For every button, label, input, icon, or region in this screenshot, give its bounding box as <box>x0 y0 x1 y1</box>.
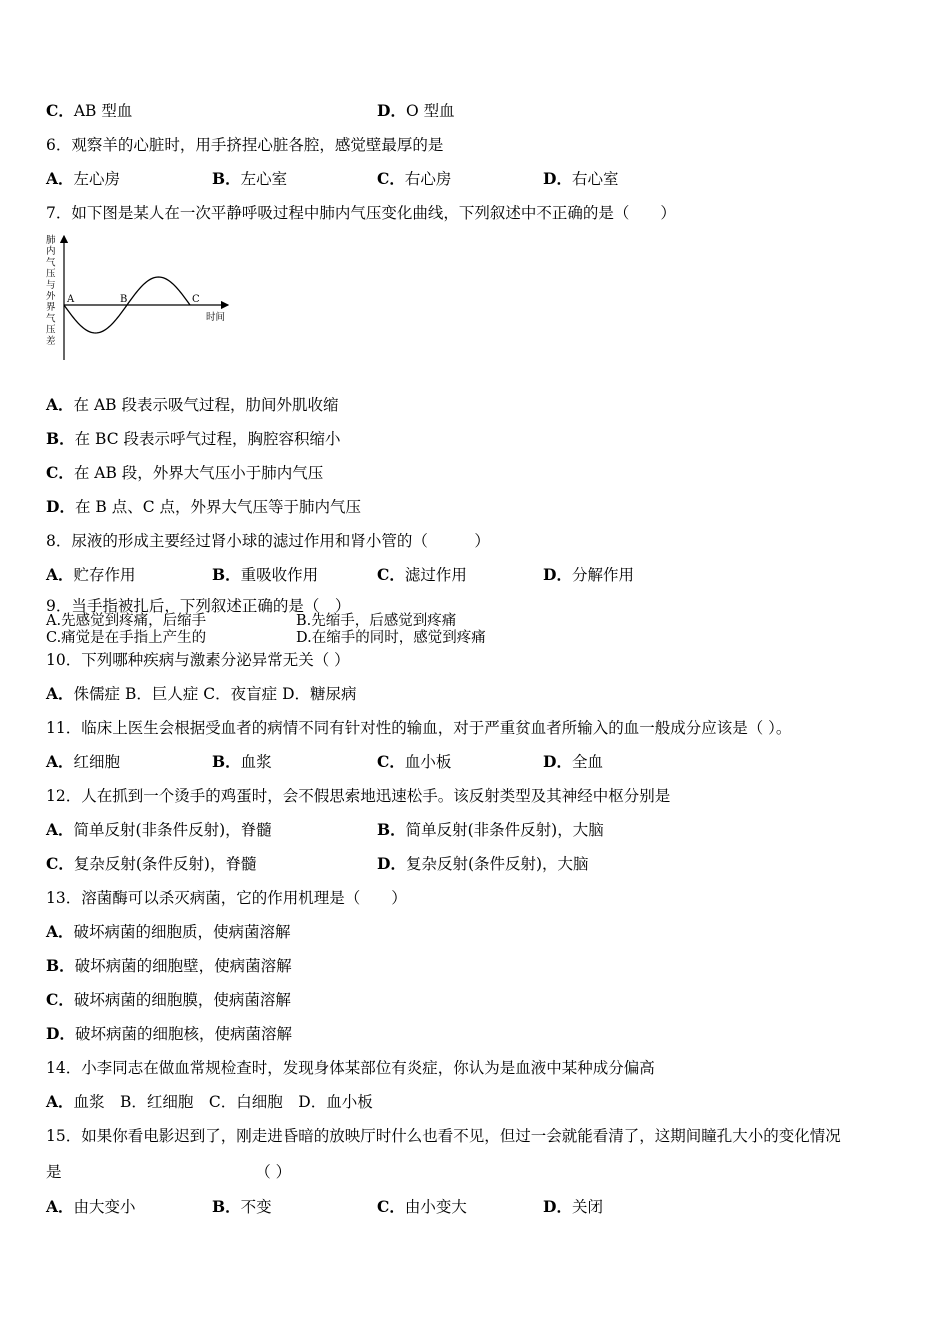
q6-option-a: A．左心房 <box>46 169 121 188</box>
y-axis-label-char: 气 <box>46 257 56 269</box>
q7-option-d: D．在 B 点、C 点，外界大气压等于肺内气压 <box>46 497 361 516</box>
q8-option-b: B．重吸收作用 <box>212 565 319 584</box>
q11-stem: 11．临床上医生会根据受血者的病情不同有针对性的输血，对于严重贫血者所输入的血一般成分应该是（ ）。 <box>46 719 792 737</box>
q13-option-d: D．破坏病菌的细胞核，使病菌溶解 <box>46 1024 292 1043</box>
q7-option-a: A．在 AB 段表示吸气过程，肋间外肌收缩 <box>46 395 339 414</box>
q9-option-a: A.先感觉到疼痛，后缩手 <box>46 613 207 629</box>
y-axis-label-char: 压 <box>46 268 56 280</box>
q10-stem: 10．下列哪种疾病与激素分泌异常无关（ ） <box>46 651 350 669</box>
x-axis-label: 时间 <box>206 312 226 323</box>
q15-stem-continued: 是 （ ） <box>46 1163 292 1181</box>
q6-option-b: B．左心室 <box>212 169 288 188</box>
q11-option-d: D．全血 <box>543 752 603 771</box>
q12-option-b: B．简单反射(非条件反射)，大脑 <box>377 820 604 839</box>
y-axis-label-char: 气 <box>46 313 56 325</box>
q9-option-d: D.在缩手的同时，感觉到疼痛 <box>296 630 486 646</box>
q15-option-c: C．由小变大 <box>377 1197 467 1216</box>
q12-option-a: A．简单反射(非条件反射)，脊髓 <box>46 820 272 839</box>
y-axis-label <box>46 234 56 347</box>
q15-option-d: D．关闭 <box>543 1197 603 1216</box>
q11-option-c: C．血小板 <box>377 752 452 771</box>
q8-option-a: A．贮存作用 <box>46 565 136 584</box>
q11-option-a: A．红细胞 <box>46 752 121 771</box>
q11-option-b: B．血浆 <box>212 752 272 771</box>
q9-option-b: B.先缩手，后感觉到疼痛 <box>296 613 457 629</box>
q12-option-c: C．复杂反射(条件反射)，脊髓 <box>46 854 257 873</box>
q9-option-c: C.痛觉是在手指上产生的 <box>46 630 207 646</box>
q8-stem: 8．尿液的形成主要经过肾小球的滤过作用和肾小管的（ ） <box>46 532 490 550</box>
q5-option-c: C．AB 型血 <box>46 101 133 120</box>
q6-stem: 6．观察羊的心脏时，用手挤捏心脏各腔，感觉壁最厚的是 <box>46 136 444 154</box>
q12-option-d: D．复杂反射(条件反射)，大脑 <box>377 854 589 873</box>
q13-stem: 13．溶菌酶可以杀灭病菌，它的作用机理是（ ） <box>46 889 407 907</box>
q7-option-c: C．在 AB 段，外界大气压小于肺内气压 <box>46 463 324 482</box>
q9-stem: 9．当手指被扎后，下列叙述正确的是（ ） <box>46 597 351 615</box>
q15-option-a: A．由大变小 <box>46 1197 136 1216</box>
point-label-a: A <box>67 294 75 305</box>
y-axis-label-char: 外 <box>46 291 56 302</box>
q8-option-c: C．滤过作用 <box>377 565 467 584</box>
pressure-chart <box>40 230 240 365</box>
q13-option-b: B．破坏病菌的细胞壁，使病菌溶解 <box>46 956 292 975</box>
y-axis-label-char: 肺 <box>46 235 56 246</box>
y-axis-label-char: 内 <box>46 246 56 258</box>
point-label-c: C <box>192 294 200 305</box>
y-axis-label-char: 界 <box>46 302 56 314</box>
q7-stem: 7．如下图是某人在一次平静呼吸过程中肺内气压变化曲线，下列叙述中不正确的是（ ） <box>46 204 676 222</box>
q10-options: A．侏儒症 B．巨人症 C．夜盲症 D．糖尿病 <box>46 684 357 703</box>
q8-option-d: D．分解作用 <box>543 565 634 584</box>
q6-option-d: D．右心室 <box>543 169 619 188</box>
q5-option-d: D．O 型血 <box>377 101 455 120</box>
q6-option-c: C．右心房 <box>377 169 452 188</box>
q13-option-c: C．破坏病菌的细胞膜，使病菌溶解 <box>46 990 291 1009</box>
q7-option-b: B．在 BC 段表示呼气过程，胸腔容积缩小 <box>46 429 341 448</box>
q14-stem: 14．小李同志在做血常规检查时，发现身体某部位有炎症，你认为是血液中某种成分偏高 <box>46 1059 655 1077</box>
point-label-b: B <box>120 294 128 305</box>
q14-options: A．血浆 B．红细胞 C．白细胞 D．血小板 <box>46 1092 373 1111</box>
q15-option-b: B．不变 <box>212 1197 272 1216</box>
y-axis-label-char: 压 <box>46 324 56 336</box>
q12-stem: 12．人在抓到一个烫手的鸡蛋时，会不假思索地迅速松手。该反射类型及其神经中枢分别是 <box>46 787 671 805</box>
y-axis-label-char: 与 <box>46 279 56 291</box>
q13-option-a: A．破坏病菌的细胞质，使病菌溶解 <box>46 922 291 941</box>
q15-stem: 15．如果你看电影迟到了，刚走进昏暗的放映厅时什么也看不见，但过一会就能看清了，这期间瞳孔大小的变化情况 <box>46 1127 841 1145</box>
y-axis-label-char: 差 <box>46 335 56 347</box>
